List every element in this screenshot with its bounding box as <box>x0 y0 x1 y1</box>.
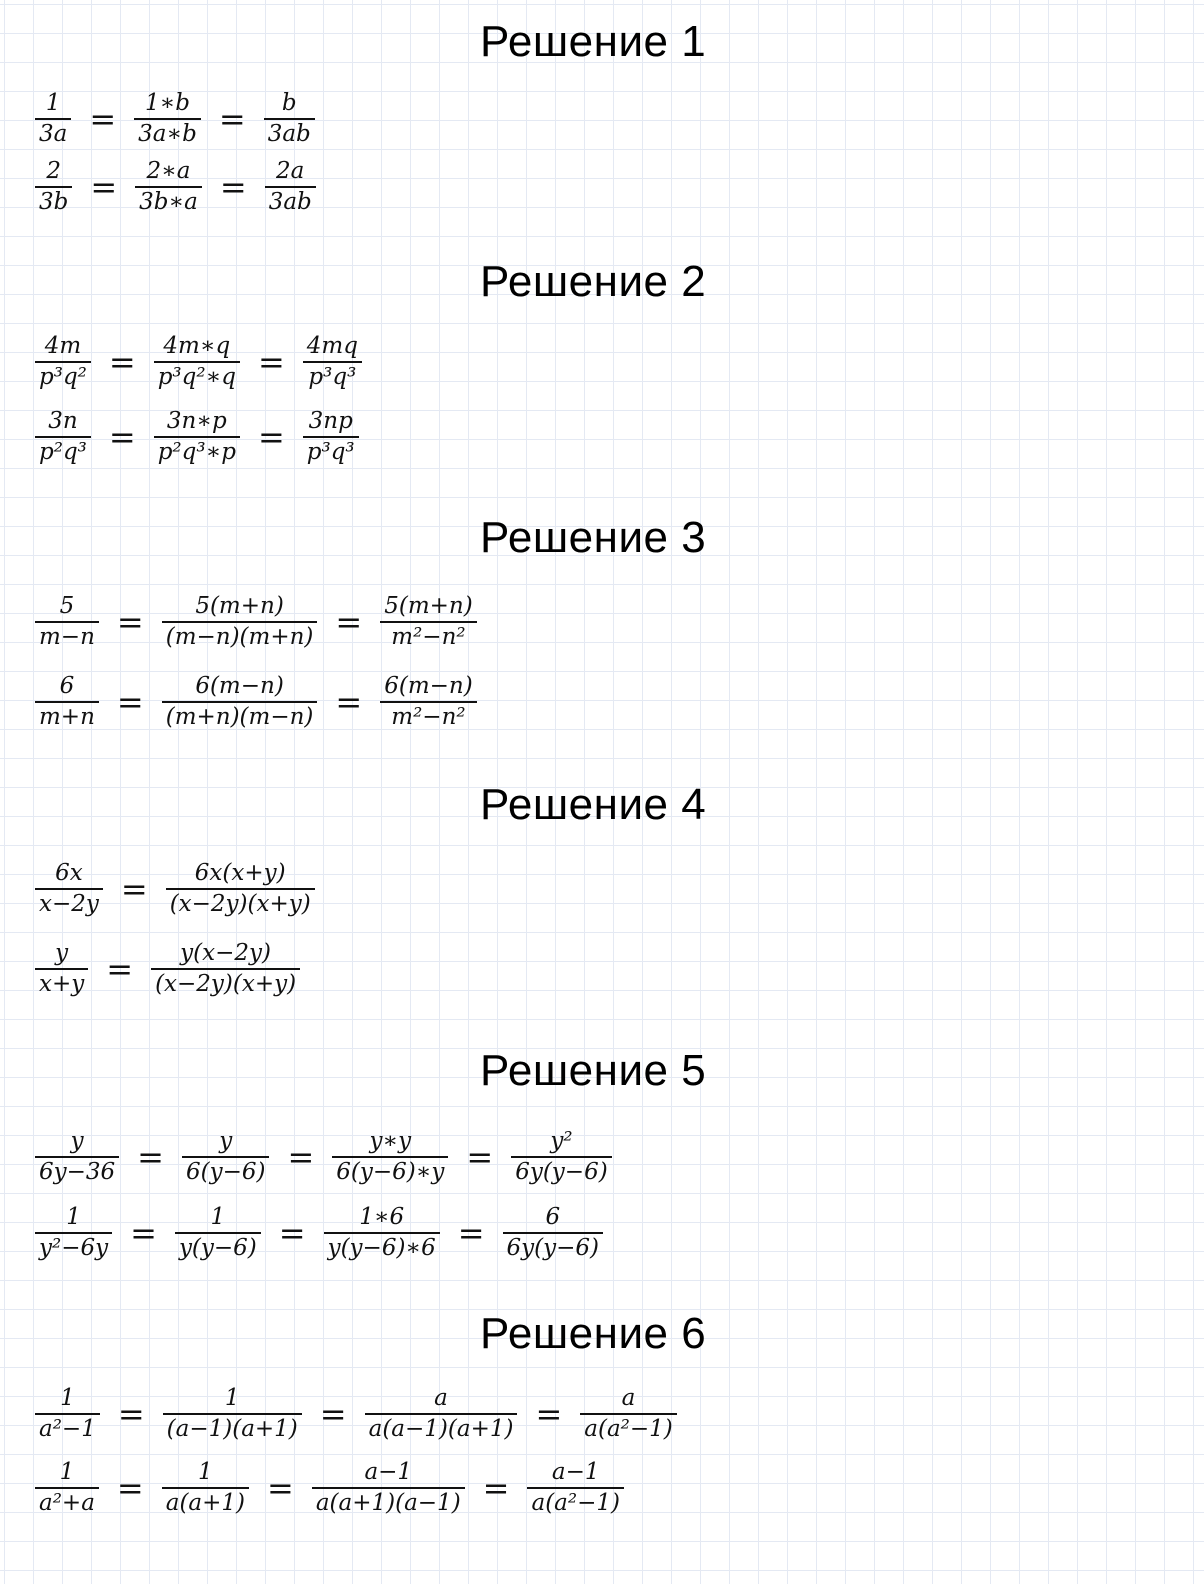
equals-sign: = <box>108 343 136 381</box>
denominator: m²−n² <box>391 623 466 650</box>
equals-sign: = <box>218 100 246 138</box>
numerator: 6(m−n) <box>384 672 473 699</box>
numerator: 2a <box>276 157 305 184</box>
numerator: 1 <box>198 1458 213 1485</box>
equals-sign: = <box>116 1469 144 1507</box>
solution-heading: Решение 5 <box>480 1046 707 1095</box>
equation-row <box>35 1205 603 1262</box>
denominator: (x−2y)(x+y) <box>169 890 311 917</box>
fraction <box>35 334 91 391</box>
numerator: 4mq <box>306 332 358 359</box>
fraction <box>151 941 300 998</box>
numerator: y(x−2y) <box>180 939 271 966</box>
equation-row <box>35 861 315 918</box>
fraction <box>162 1460 249 1517</box>
denominator: y(y−6)∗6 <box>327 1234 436 1261</box>
denominator: 3ab <box>267 120 311 147</box>
numerator: y <box>70 1127 84 1154</box>
numerator: a−1 <box>551 1458 600 1485</box>
fraction <box>182 1129 269 1186</box>
numerator: 1 <box>45 89 61 116</box>
denominator: 6y−36 <box>39 1158 116 1185</box>
numerator: 6x <box>55 859 83 886</box>
numerator: 4m∗q <box>163 332 231 359</box>
numerator: 2∗a <box>146 157 191 184</box>
denominator: 3a∗b <box>138 120 197 147</box>
equation-row <box>35 91 315 148</box>
fraction <box>35 91 71 148</box>
denominator: a(a²−1) <box>584 1415 673 1442</box>
equation-row <box>35 409 359 466</box>
numerator: 1∗6 <box>359 1203 405 1230</box>
equals-sign: = <box>106 950 134 988</box>
equals-sign: = <box>120 870 148 908</box>
fraction <box>303 334 362 391</box>
numerator: 5(m+n) <box>195 592 284 619</box>
numerator: 1 <box>66 1203 81 1230</box>
denominator: a(a−1)(a+1) <box>368 1415 514 1442</box>
fraction <box>35 674 99 731</box>
equation-row <box>35 159 316 216</box>
denominator: p³q³ <box>308 363 357 390</box>
solution-heading: Решение 6 <box>480 1309 707 1358</box>
equals-sign: = <box>137 1138 164 1176</box>
numerator: 3np <box>308 407 353 434</box>
denominator: a²+a <box>39 1489 95 1516</box>
numerator: y² <box>550 1127 573 1154</box>
denominator: a(a+1)(a−1) <box>315 1489 461 1516</box>
equals-sign: = <box>117 1395 145 1433</box>
numerator: 4m <box>44 332 82 359</box>
denominator: x−2y <box>39 890 99 917</box>
numerator: 6x(x+y) <box>194 859 286 886</box>
equals-sign: = <box>267 1469 294 1507</box>
denominator: (m+n)(m−n) <box>165 703 314 730</box>
equals-sign: = <box>257 343 285 381</box>
denominator: p³q²∗q <box>157 363 236 390</box>
fraction <box>35 409 91 466</box>
fraction <box>35 159 72 216</box>
equation-row <box>35 594 477 651</box>
denominator: (m−n)(m+n) <box>165 623 314 650</box>
equals-sign: = <box>535 1395 563 1433</box>
numerator: 1 <box>59 1458 75 1485</box>
equals-sign: = <box>466 1138 494 1176</box>
fraction <box>580 1386 677 1443</box>
equals-sign: = <box>457 1214 485 1252</box>
denominator: 6(y−6) <box>185 1158 266 1185</box>
denominator: 3a <box>39 120 68 147</box>
fraction <box>134 91 201 148</box>
denominator: p²q³ <box>39 438 87 465</box>
fraction <box>162 594 318 651</box>
denominator: p³q² <box>39 363 87 390</box>
fraction <box>380 674 476 731</box>
denominator: m²−n² <box>391 703 466 730</box>
equals-sign: = <box>319 1395 347 1433</box>
equals-sign: = <box>116 603 144 641</box>
numerator: 1 <box>210 1203 226 1230</box>
equals-sign: = <box>335 603 363 641</box>
fraction <box>162 674 318 731</box>
equals-sign: = <box>482 1469 510 1507</box>
fraction <box>511 1129 611 1186</box>
numerator: 5(m+n) <box>384 592 473 619</box>
numerator: a−1 <box>364 1458 413 1485</box>
denominator: y(y−6) <box>178 1234 257 1261</box>
denominator: a(a²−1) <box>531 1489 620 1516</box>
fraction <box>332 1129 448 1186</box>
denominator: (a−1)(a+1) <box>166 1415 298 1442</box>
denominator: a²−1 <box>39 1415 96 1442</box>
fraction <box>163 1386 302 1443</box>
denominator: 3b <box>39 188 69 215</box>
equals-sign: = <box>335 683 363 721</box>
fraction <box>166 861 315 918</box>
numerator: 5 <box>59 592 75 619</box>
fraction <box>324 1205 440 1262</box>
fraction <box>312 1460 465 1517</box>
fraction <box>365 1386 518 1443</box>
numerator: 1 <box>60 1384 75 1411</box>
numerator: y <box>55 939 69 966</box>
equals-sign: = <box>219 168 247 206</box>
denominator: p²q³∗p <box>157 438 236 465</box>
solution-heading: Решение 3 <box>480 513 707 562</box>
denominator: m−n <box>39 623 95 650</box>
solution-heading: Решение 2 <box>480 257 707 306</box>
equation-row <box>35 1460 624 1517</box>
denominator: 6y(y−6) <box>515 1158 608 1185</box>
fraction <box>35 1205 112 1262</box>
denominator: 6(y−6)∗y <box>336 1158 445 1185</box>
equals-sign: = <box>278 1214 306 1252</box>
fraction <box>154 334 240 391</box>
fraction <box>35 1460 99 1517</box>
numerator: b <box>281 89 297 116</box>
solution-heading: Решение 1 <box>480 17 707 66</box>
solution-heading: Решение 4 <box>480 780 707 829</box>
denominator: y²−6y <box>39 1234 109 1261</box>
denominator: 3ab <box>268 188 312 215</box>
equation-row <box>35 334 362 391</box>
numerator: 2 <box>46 157 61 184</box>
denominator: 6y(y−6) <box>506 1234 599 1261</box>
numerator: 1 <box>224 1384 240 1411</box>
fraction <box>503 1205 603 1262</box>
numerator: 3n∗p <box>166 407 227 434</box>
numerator: a <box>434 1384 448 1411</box>
fraction <box>35 861 103 918</box>
fraction <box>303 409 359 466</box>
denominator: x+y <box>39 970 85 997</box>
fraction <box>527 1460 624 1517</box>
equation-row <box>35 1386 677 1443</box>
equals-sign: = <box>116 683 144 721</box>
equation-row <box>35 1129 612 1186</box>
equation-row <box>35 941 300 998</box>
numerator: y∗y <box>369 1127 412 1154</box>
fraction <box>35 1386 100 1443</box>
fraction <box>35 1129 119 1186</box>
numerator: 6(m−n) <box>195 672 284 699</box>
fraction <box>135 159 202 216</box>
denominator: p³q³ <box>306 438 355 465</box>
fraction <box>265 159 316 216</box>
fraction <box>175 1205 261 1262</box>
numerator: 1∗b <box>145 89 191 116</box>
denominator: m+n <box>39 703 95 730</box>
equation-row <box>35 674 477 731</box>
fraction <box>380 594 476 651</box>
fraction <box>35 594 99 651</box>
numerator: 6 <box>59 672 75 699</box>
denominator: a(a+1) <box>165 1489 246 1516</box>
fraction <box>264 91 315 148</box>
equals-sign: = <box>287 1138 315 1176</box>
denominator: (x−2y)(x+y) <box>155 970 297 997</box>
equals-sign: = <box>89 100 117 138</box>
numerator: 6 <box>545 1203 561 1230</box>
fraction <box>154 409 240 466</box>
equals-sign: = <box>90 168 118 206</box>
equals-sign: = <box>257 418 285 456</box>
numerator: y <box>219 1127 233 1154</box>
denominator: 3b∗a <box>139 188 198 215</box>
equals-sign: = <box>108 418 136 456</box>
numerator: a <box>621 1384 636 1411</box>
equals-sign: = <box>130 1214 157 1252</box>
numerator: 3n <box>48 407 78 434</box>
fraction <box>35 941 88 998</box>
